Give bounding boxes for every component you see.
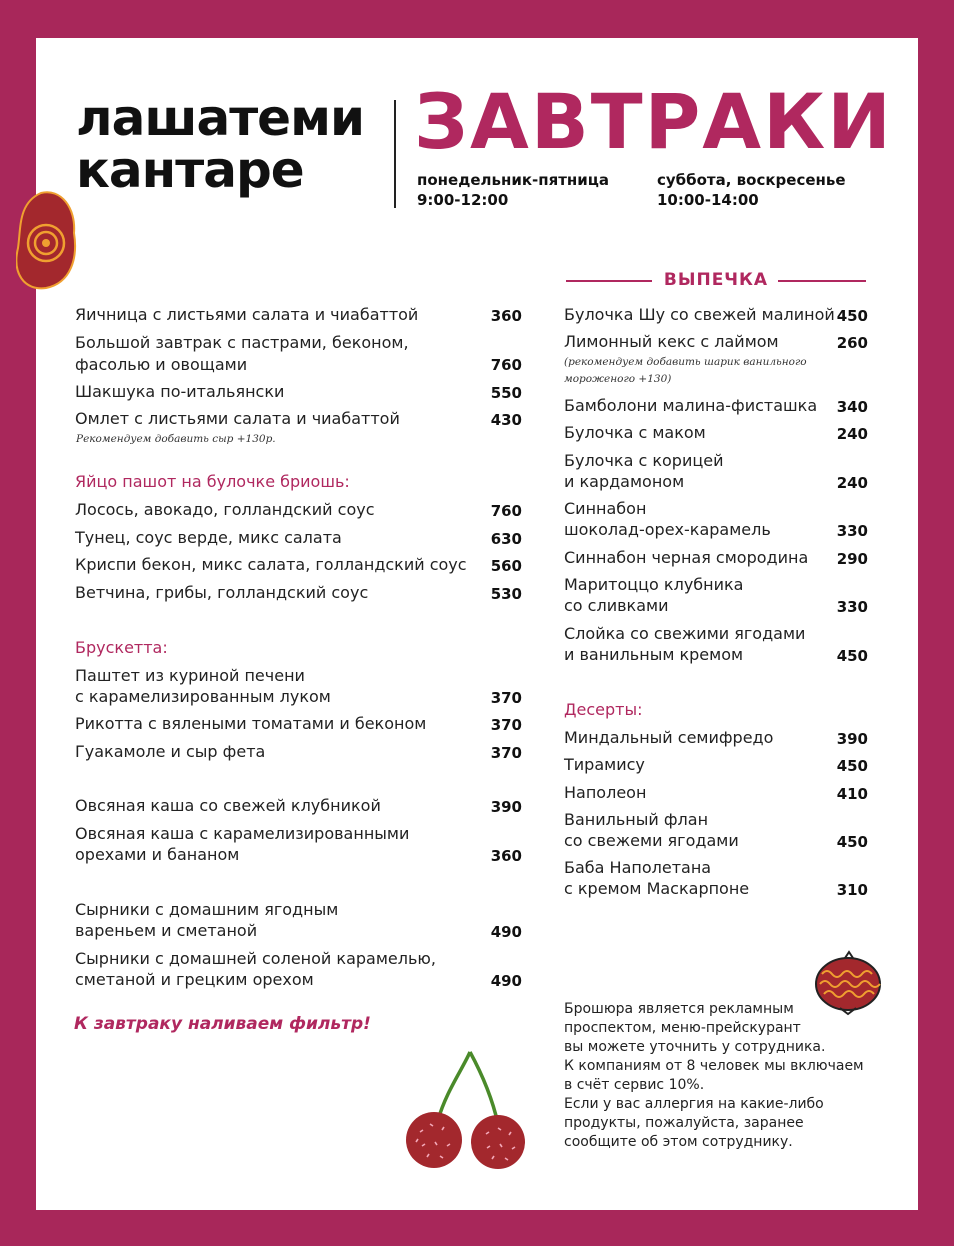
menu-item-note: мороженого +130) [564, 373, 672, 385]
disclaimer-line: продукты, пожалуйста, заранее [564, 1115, 804, 1131]
menu-item-name: Большой завтрак с пастрами, беконом, [75, 333, 409, 352]
menu-item-price: 360 [490, 847, 522, 865]
menu-item-price: 370 [490, 744, 522, 762]
menu-item-price: 760 [490, 502, 522, 520]
schedule-days: понедельник-пятница [417, 171, 610, 189]
menu-item-price: 370 [490, 716, 522, 734]
menu-item-name: Ванильный флан [564, 810, 709, 829]
fig-slice-icon [16, 188, 86, 298]
menu-item-name: шоколад-орех-карамель [564, 520, 771, 539]
heading-rule [566, 280, 652, 282]
brand-line-1: лашатеми [76, 89, 364, 147]
schedule-weekdays [417, 170, 609, 210]
page-title: ЗАВТРАКИ [414, 77, 893, 166]
menu-item-price: 240 [836, 474, 868, 492]
disclaimer-line: сообщите об этом сотруднику. [564, 1134, 793, 1150]
menu-item-name: Тунец, соус верде, микс салата [75, 528, 342, 547]
disclaimer-line: Брошюра является рекламным [564, 1001, 794, 1017]
menu-item-price: 490 [490, 972, 522, 990]
heading-rule [778, 280, 866, 282]
menu-item-name: Ветчина, грибы, голландский соус [75, 583, 369, 602]
menu-item-price: 390 [490, 798, 522, 816]
menu-item-name: Синнабон [564, 499, 647, 518]
menu-item-price: 240 [836, 425, 868, 443]
menu-item-name: Овсяная каша с карамелизированными [75, 824, 410, 843]
menu-item-name: с карамелизированным луком [75, 687, 331, 706]
menu-item-note: (рекомендуем добавить шарик ванильного [564, 356, 807, 368]
menu-item-name: Овсяная каша со свежей клубникой [75, 796, 381, 815]
menu-item-price: 530 [490, 585, 522, 603]
menu-item-name: Тирамису [564, 755, 645, 774]
disclaimer [564, 1000, 884, 1152]
menu-item-name: Сырники с домашним ягодным [75, 900, 339, 919]
schedule-hours: 9:00-12:00 [417, 191, 509, 209]
brand-line-2: кантаре [76, 141, 304, 199]
menu-item-name: Булочка с корицей [564, 451, 724, 470]
menu-item-name: Паштет из куриной печени [75, 666, 305, 685]
menu-item-name: Сырники с домашней соленой карамелью, [75, 949, 436, 968]
menu-item-name: орехами и бананом [75, 845, 240, 864]
menu-item-price: 630 [490, 530, 522, 548]
bakery-heading-text: ВЫПЕЧКА [663, 270, 769, 290]
menu-item-name: Булочка с маком [564, 423, 706, 442]
header-divider [394, 100, 396, 208]
menu-item-name: Лимонный кекс с лаймом [564, 332, 779, 351]
cherries-icon [402, 1042, 532, 1172]
menu-item-name: Бамболони малина-фисташка [564, 396, 818, 415]
menu-item-name: Криспи бекон, микс салата, голландский соус [75, 555, 467, 574]
disclaimer-line: в счёт сервис 10%. [564, 1077, 705, 1093]
menu-item-name: сметаной и грецким орехом [75, 970, 314, 989]
menu-item-price: 560 [490, 557, 522, 575]
menu-item-name: Шакшука по-итальянски [75, 382, 285, 401]
menu-item-price: 390 [836, 730, 868, 748]
menu-item-price: 760 [490, 356, 522, 374]
menu-item-name: и кардамоном [564, 472, 685, 491]
menu-item-price: 450 [836, 647, 868, 665]
disclaimer-line: К компаниям от 8 человек мы включаем [564, 1058, 864, 1074]
menu-item-name: фасолью и овощами [75, 355, 248, 374]
menu-item-price: 340 [836, 398, 868, 416]
menu-item-name: Миндальный семифредо [564, 728, 774, 747]
menu-item-name: со сливками [564, 596, 669, 615]
menu-item-name: Слойка со свежими ягодами [564, 624, 806, 643]
menu-item-price: 450 [836, 833, 868, 851]
menu-item-price: 360 [490, 307, 522, 325]
menu-item-name: Синнабон черная смородина [564, 548, 809, 567]
section-heading-bruschetta: Брускетта: [75, 638, 168, 657]
menu-item-name: Лосось, авокадо, голландский соус [75, 500, 375, 519]
menu-item-price: 450 [836, 757, 868, 775]
menu-item-price: 550 [490, 384, 522, 402]
menu-item-name: Наполеон [564, 783, 647, 802]
menu-item-price: 370 [490, 689, 522, 707]
menu-item-price: 490 [490, 923, 522, 941]
menu-item-price: 310 [836, 881, 868, 899]
section-heading-desserts: Десерты: [564, 700, 643, 719]
schedule-days: суббота, воскресенье [657, 171, 846, 189]
menu-item-name: Омлет с листьями салата и чиабаттой [75, 409, 400, 428]
disclaimer-line: проспектом, меню-прейскурант [564, 1020, 801, 1036]
disclaimer-line: вы можете уточнить у сотрудника. [564, 1039, 826, 1055]
menu-item-price: 450 [836, 307, 868, 325]
menu-item-name: и ванильным кремом [564, 645, 744, 664]
menu-item-note: Рекомендуем добавить сыр +130р. [76, 433, 276, 445]
brand-logo [76, 89, 364, 199]
menu-item-name: Яичница с листьями салата и чиабаттой [75, 305, 419, 324]
menu-item-name: со свежеми ягодами [564, 831, 739, 850]
menu-item-name: Булочка Шу со свежей малиной [564, 305, 835, 324]
menu-item-price: 290 [836, 550, 868, 568]
disclaimer-line: Если у вас аллергия на какие-либо [564, 1096, 824, 1112]
menu-item-name: Рикотта с вялеными томатами и беконом [75, 714, 427, 733]
menu-item-price: 410 [836, 785, 868, 803]
menu-item-name: с кремом Маскарпоне [564, 879, 750, 898]
menu-item-price: 330 [836, 522, 868, 540]
section-heading-egg: Яйцо пашот на булочке бриошь: [75, 472, 350, 491]
menu-item-price: 330 [836, 598, 868, 616]
menu-sheet [36, 38, 918, 1210]
schedule-weekend [657, 170, 846, 210]
menu-item-name: Маритоццо клубника [564, 575, 744, 594]
menu-item-price: 260 [836, 334, 868, 352]
section-heading-bakery [566, 270, 866, 292]
slogan: К завтраку наливаем фильтр! [74, 1014, 371, 1034]
schedule-hours: 10:00-14:00 [657, 191, 759, 209]
menu-item-price: 430 [490, 411, 522, 429]
menu-item-name: вареньем и сметаной [75, 921, 258, 940]
menu-item-name: Гуакамоле и сыр фета [75, 742, 266, 761]
menu-item-name: Баба Наполетана [564, 858, 712, 877]
